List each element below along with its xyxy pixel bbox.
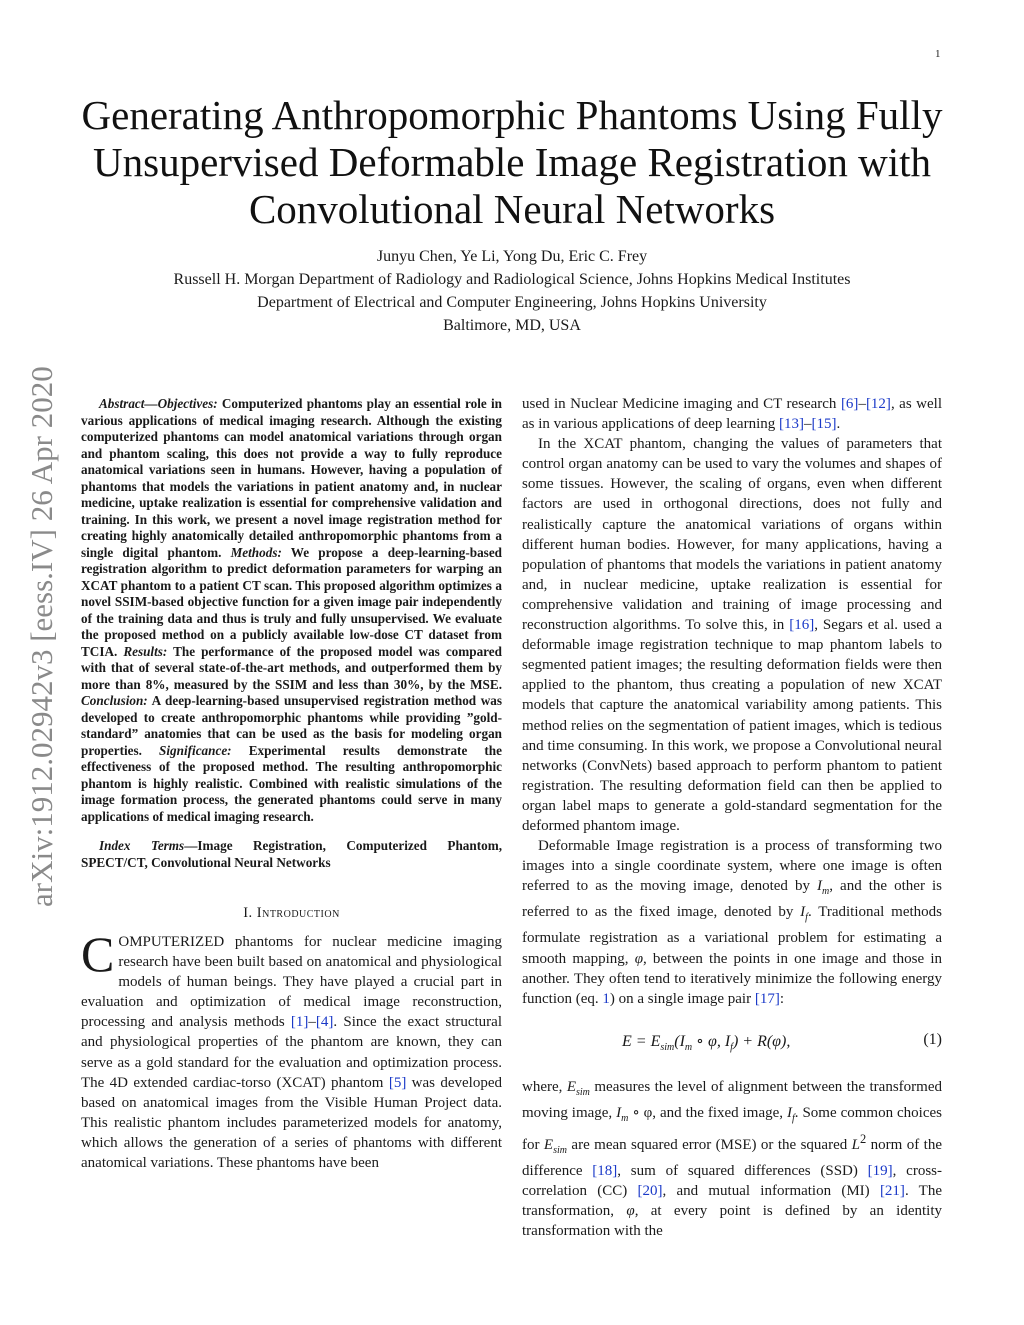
right-column	[522, 394, 942, 1241]
page-number: 1	[935, 48, 941, 60]
citation-link[interactable]: [6]	[840, 396, 859, 412]
citation-link[interactable]: [13]	[779, 416, 805, 433]
body-text: In the XCAT phantom, changing the values of parameters that control organ anatomy can be used to vary the volumes and shapes of some tissues. However, the scaling of organs, even when different factors are used in orthogonal directions, does not fully and realistically capture the anatomical variations of organs within different human bodies. However, for many applications, having a population of phantoms that models the variations in patient anatomy and, in nuclear medicine, uptake realization is essential for comprehensive validation and training of image processing and reconstruction algorithms. To solve this, in	[522, 436, 942, 634]
abstract-conclusion: A deep-learning-based unsupervised registration method was developed to create anthropomorphic phantoms while providing ”gold-standard” anatomies that can be used as the basis for modeling organ properties.	[81, 693, 502, 758]
citation-link[interactable]: [12]	[865, 396, 891, 412]
equation-subscript: f	[730, 1042, 733, 1053]
body-text: norm of the difference	[522, 1137, 943, 1180]
intro-paragraph	[81, 926, 502, 1173]
range-dash: –	[804, 416, 812, 433]
affiliation-ece: Department of Electrical and Computer Engineering, Johns Hopkins University	[257, 294, 767, 311]
citation-link[interactable]: [16]	[789, 617, 815, 634]
intro-first-word: OMPUTERIZED	[118, 934, 225, 950]
intro-text: phantoms for nuclear medicine imaging research have been built based on anatomical and physiological models of human beings. They have played a crucial part in evaluation and optimization of medical image reconstruction, processing and analysis methods	[81, 934, 502, 1031]
body-text: .	[836, 416, 841, 433]
body-text: . The transformation,	[522, 1183, 942, 1220]
citation-link[interactable]: [19]	[867, 1163, 893, 1180]
index-terms	[81, 838, 502, 871]
abstract-conclusion-label: Conclusion:	[81, 693, 148, 708]
equation-text: (I	[674, 1032, 685, 1050]
equation-text: ∘ φ, I	[692, 1032, 731, 1050]
abstract-objectives: Computerized phantoms play an essential role in various applications of medical imaging research. Although the existing computerized phantoms can model anatomical variations through organ and phantom scaling, this does not provide a way to fully reproduce anatomical variations seen in humans. However, having a population of phantoms that models the variations in patient anatomy and, in nuclear medicine, uptake realization is essential for comprehensive validation and training. In this work, we present a novel image registration method for creating highly anatomically detailed anthropomorphic phantoms from a single digital phantom.	[81, 396, 502, 560]
left-column	[81, 396, 502, 1173]
abstract-methods-label: Methods:	[230, 544, 282, 560]
arxiv-stamp: arXiv:1912.02942v3 [eess.IV] 26 Apr 2020	[24, 366, 59, 907]
author-names: Junyu Chen, Ye Li, Yong Du, Eric C. Frey	[376, 248, 648, 265]
citation-link[interactable]: [5]	[388, 1074, 407, 1091]
abstract-results-label: Results:	[123, 643, 168, 659]
body-paragraph	[522, 836, 942, 1009]
math-symbol: L	[851, 1137, 861, 1153]
citation-link[interactable]: [21]	[879, 1183, 905, 1200]
citation-link[interactable]: [1]	[290, 1014, 309, 1031]
equation-number: (1)	[923, 1030, 942, 1048]
math-symbol: I	[616, 1104, 622, 1121]
body-text: , cross-correlation (CC)	[522, 1163, 942, 1200]
body-paragraph	[522, 1077, 942, 1242]
equation-body	[622, 1031, 790, 1053]
paper-title: Generating Anthropomorphic Phantoms Using Fully Unsupervised Deformable Image Registration with Convolutional Neural Networks	[81, 92, 943, 232]
math-subscript: m	[822, 886, 830, 898]
body-text: Deformable Image registration is a process of transforming two images into a single coordinate system, where one image is often referred to as the moving image, denoted by	[522, 838, 942, 895]
abstract-results: The performance of the proposed model was compared with that of several state-of-the-art methods, and outperformed them by more than 8%, measured by the SSIM and less than 30%, by the MSE.	[81, 643, 502, 692]
author-location: Baltimore, MD, USA	[443, 317, 581, 334]
math-subscript: sim	[553, 1145, 567, 1156]
dropcap-letter: C	[81, 926, 115, 982]
body-text: . Some common choices for	[522, 1104, 942, 1153]
math-symbol: I	[817, 878, 823, 895]
math-symbol: E	[566, 1078, 577, 1095]
equation-text: ) + R(φ),	[732, 1032, 791, 1050]
equation-1	[522, 1023, 942, 1063]
abstract-methods: We propose a deep-learning-based registration algorithm to predict deformation parameters for warping an XCAT phantom to a patient CT scan. This proposed algorithm optimizes a novel SSIM-based objective function for a given image pair independently of the training data and thus is truly and fully unsupervised. We evaluate the proposed method on a publicly available low-dose CT dataset from TCIA.	[81, 544, 503, 659]
math-subscript: sim	[576, 1086, 590, 1098]
citation-link[interactable]: [17]	[754, 990, 780, 1007]
abstract-significance-label: Significance:	[159, 742, 232, 758]
body-paragraph	[522, 394, 942, 434]
intro-text: . Since the exact structural and physiological properties of the phantom are known, they can serve as a gold standard for the evaluation and optimization process. The 4D extended cardiac-torso (XCAT) phantom	[81, 1014, 502, 1091]
body-text: , sum of squared differences (SSD)	[617, 1163, 868, 1180]
math-subscript: f	[805, 912, 808, 924]
index-terms-label: Index Terms	[99, 838, 185, 853]
body-text: are mean squared error (MSE) or the squared	[567, 1137, 852, 1153]
body-text: ) on a single image pair	[609, 990, 755, 1007]
citation-link[interactable]: [20]	[637, 1183, 663, 1200]
citation-link[interactable]: [15]	[811, 416, 837, 433]
equation-link[interactable]: 1	[602, 990, 610, 1007]
body-text: :	[779, 990, 785, 1007]
body-text: , and mutual information (MI)	[662, 1183, 880, 1200]
index-terms-text: —Image Registration, Computerized Phantom, SPECT/CT, Convolutional Neural Networks	[81, 838, 502, 870]
body-text: where,	[522, 1078, 567, 1095]
body-text: , as well as in various applications of deep learning	[522, 396, 943, 433]
section-heading-introduction: I. Introduction	[243, 905, 340, 921]
math-subscript: m	[621, 1112, 629, 1124]
range-dash: –	[308, 1014, 316, 1031]
citation-link[interactable]: [4]	[315, 1014, 334, 1031]
math-symbol: I	[800, 904, 806, 921]
body-text: . Traditional methods formulate registration as a variational problem for estimating a smooth mapping,	[522, 904, 942, 967]
body-text: , at every point is defined by an identity transformation with the	[522, 1203, 942, 1240]
intro-text: was developed based on anatomical images from the Visible Human Project data. This realistic phantom includes parameterized models for anatomy, which allows the generation of a series of phantoms with different anatomical variations. These phantoms have been	[81, 1074, 502, 1172]
body-text: used in Nuclear Medicine imaging and CT research	[522, 396, 841, 412]
abstract-significance: Experimental results demonstrate the effectiveness of the proposed method. The resulting anthropomorphic phantom is highly realistic. Combined with realistic simulations of the image formation process, the generated phantoms could serve in many applications of medical imaging research.	[81, 742, 502, 824]
math-superscript: 2	[860, 1132, 867, 1146]
body-text: , and the other is referred to as the fixed image, denoted by	[522, 878, 942, 921]
equation-subscript: sim	[660, 1042, 675, 1053]
body-text: , between the points in one image and those in another. They often tend to iteratively minimize the following energy function (eq.	[522, 950, 942, 1007]
author-block	[60, 245, 964, 337]
affiliation-radiology: Russell H. Morgan Department of Radiology and Radiological Science, Johns Hopkins Medical Institutes	[173, 271, 851, 288]
range-dash: –	[858, 396, 866, 412]
body-paragraph	[522, 434, 942, 836]
body-text: measures the level of alignment between the transformed moving image,	[522, 1078, 942, 1121]
abstract	[81, 396, 502, 825]
equation-text: E = E	[622, 1032, 661, 1050]
math-symbol: φ	[626, 1203, 635, 1220]
citation-link[interactable]: [18]	[592, 1163, 618, 1180]
body-text: , Segars et al. used a deformable image registration technique to map phantom labels to segmented patient images; the resulting deformation fields were then applied to the phantom, thus creating a population of new XCAT models that capture the anatomical variability among patients. This method relies on the segmentation of patient images, which is tedious and time consuming. In this work, we propose a Convolutional neural networks (ConvNets) based approach to perform phantom to patient registration. The resulting deformation field can then be applied to organ label maps to generate a gold-standard segmentation for the deformed phantom image.	[522, 617, 943, 834]
equation-subscript: m	[684, 1042, 693, 1053]
math-symbol: I	[786, 1104, 792, 1121]
math-symbol: φ	[634, 950, 644, 967]
math-symbol: E	[543, 1137, 554, 1153]
math-subscript: f	[791, 1112, 795, 1124]
abstract-label: Abstract—Objectives:	[99, 396, 218, 411]
body-text: ∘ φ, and the fixed image,	[628, 1104, 787, 1121]
